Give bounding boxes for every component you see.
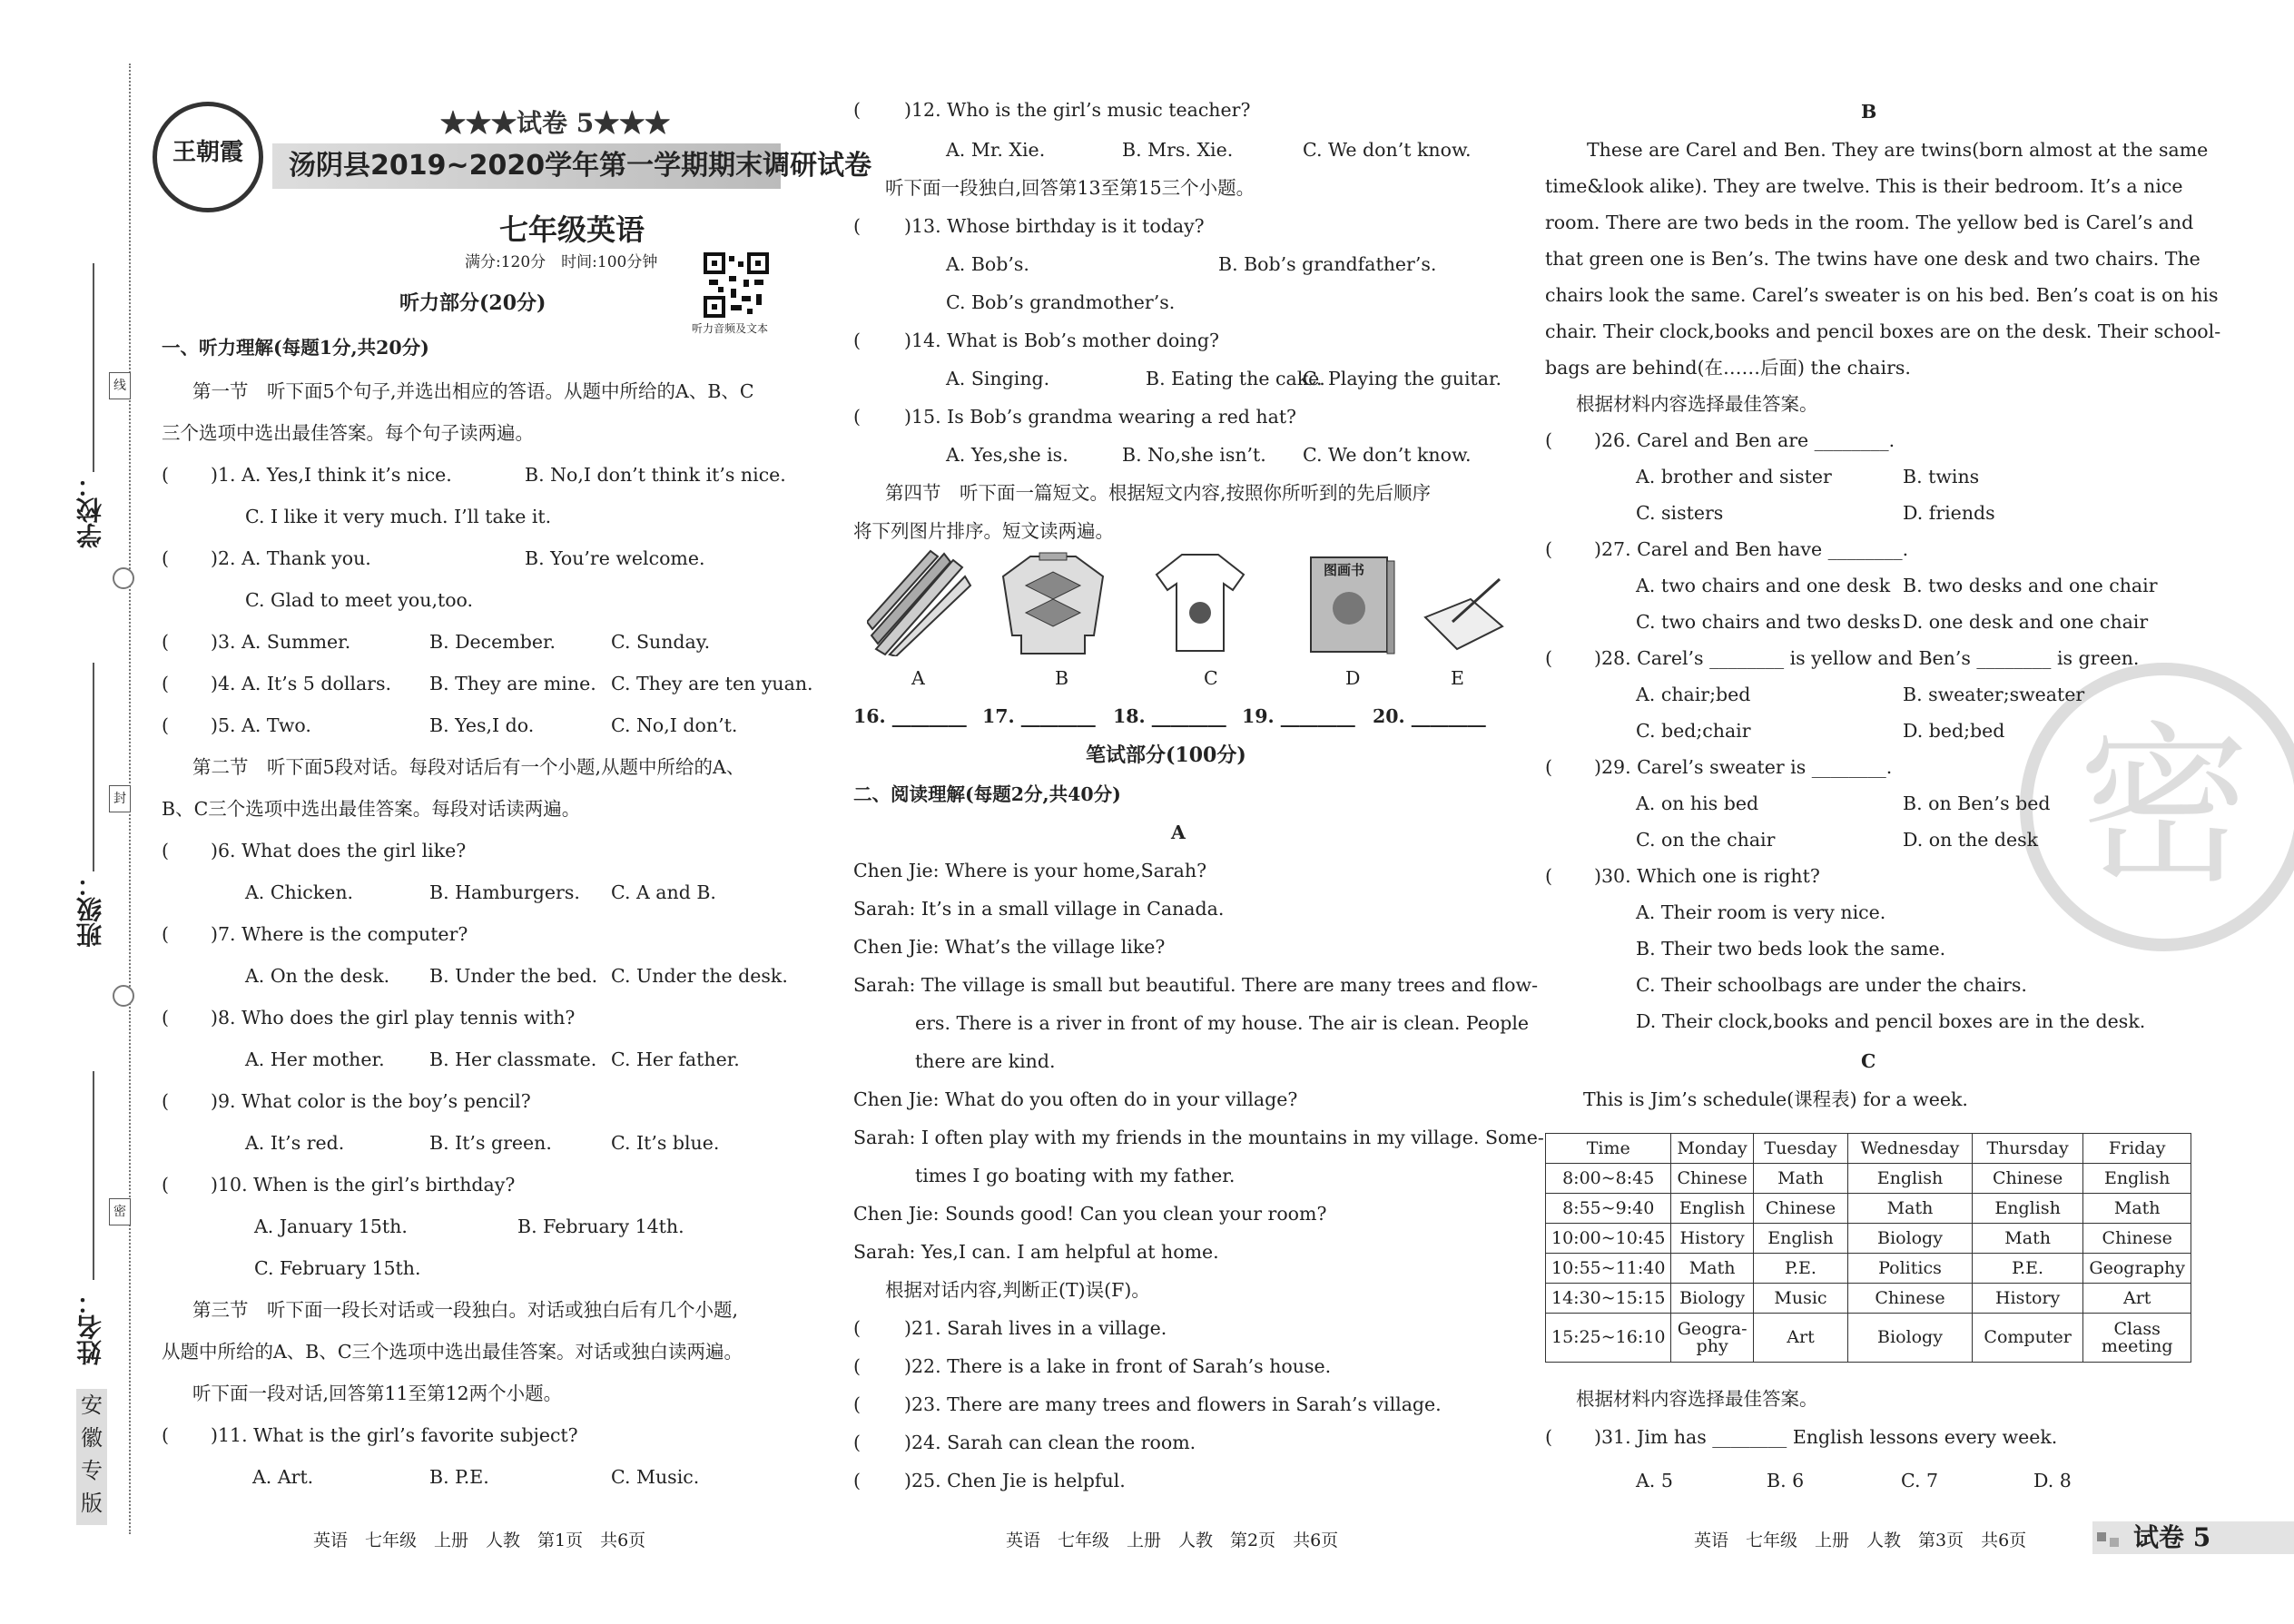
schedule-intro: This is Jim’s schedule(课程表) for a week. bbox=[1583, 1088, 1968, 1110]
dialogue-line: ers. There is a river in front of my house. The air is clean. People bbox=[915, 1012, 1530, 1034]
paper-tag: 试卷 5 bbox=[2133, 1522, 2211, 1552]
table-cell: English bbox=[1848, 1164, 1973, 1194]
picture-label-b: B bbox=[1055, 667, 1069, 689]
q22-stem: 22. There is a lake in front of Sarah’s house. bbox=[911, 1355, 1332, 1377]
passage-line: chair. Their clock,books and pencil boxes are on the desk. Their school- bbox=[1545, 320, 2221, 342]
answer-paren: ( bbox=[853, 1470, 861, 1491]
part2-title: 二、阅读理解(每题2分,共40分) bbox=[853, 783, 1121, 805]
answer-paren: ) bbox=[904, 1432, 911, 1453]
school-label: 学校： bbox=[75, 472, 105, 548]
q24-stem: 24. Sarah can clean the room. bbox=[911, 1432, 1196, 1453]
q31-stem: 31. Jim has ________ English lessons every week. bbox=[1601, 1426, 2058, 1448]
q4-option-a: 4. A. It’s 5 dollars. bbox=[218, 673, 391, 694]
exam-title: 汤阴县2019~2020学年第一学期期末调研试卷 bbox=[289, 150, 872, 182]
q31-option-b: B. 6 bbox=[1767, 1470, 1805, 1491]
binding-hole-icon bbox=[113, 985, 134, 1007]
q29-option-b: B. on Ben’s bed bbox=[1903, 792, 2051, 814]
answer-paren: ) bbox=[211, 673, 218, 694]
answer-paren: ( bbox=[162, 923, 169, 945]
answer-paren: ( bbox=[162, 464, 169, 486]
table-cell: 14:30~15:15 bbox=[1546, 1284, 1671, 1314]
answer-paren: ( bbox=[853, 215, 861, 237]
table-cell: Chinese bbox=[2083, 1224, 2191, 1254]
q11-option-c: C. Music. bbox=[611, 1466, 700, 1488]
answer-paren: ( bbox=[1545, 647, 1552, 669]
blank-19[interactable]: 19. ________ bbox=[1242, 705, 1355, 727]
table-cell: P.E. bbox=[1753, 1254, 1847, 1284]
answer-paren: ( bbox=[162, 1007, 169, 1029]
answer-paren: ( bbox=[1545, 865, 1552, 887]
q2-option-c: C. Glad to meet you,too. bbox=[245, 589, 474, 611]
table-cell: Art bbox=[1753, 1314, 1847, 1363]
q8-option-b: B. Her classmate. bbox=[429, 1048, 597, 1070]
answer-paren: ( bbox=[162, 714, 169, 736]
q31-option-d: D. 8 bbox=[2033, 1470, 2072, 1491]
picture-label-d: D bbox=[1345, 667, 1361, 689]
answer-paren: ( bbox=[853, 1355, 861, 1377]
q15-option-b: B. No,she isn’t. bbox=[1122, 444, 1266, 466]
answer-paren: ) bbox=[1594, 756, 1601, 778]
table-cell: Chinese bbox=[1753, 1194, 1847, 1224]
name-input-line[interactable] bbox=[93, 1071, 94, 1280]
name-label: 姓名： bbox=[75, 1289, 105, 1365]
table-cell: Math bbox=[1753, 1164, 1847, 1194]
seal-mark-line: 线 bbox=[109, 372, 131, 399]
table-cell: Math bbox=[1848, 1194, 1973, 1224]
q28-option-c: C. bed;chair bbox=[1636, 720, 1751, 742]
passage-a-heading: A bbox=[1171, 822, 1186, 843]
q8-option-c: C. Her father. bbox=[611, 1048, 740, 1070]
secret-stamp bbox=[2020, 663, 2294, 951]
q10-option-a: A. January 15th. bbox=[254, 1216, 408, 1237]
class-label: 班级： bbox=[75, 871, 105, 948]
notebook-picture bbox=[1416, 572, 1507, 654]
q1-option-c: C. I like it very much. I’ll take it. bbox=[245, 506, 552, 527]
q7-option-b: B. Under the bed. bbox=[429, 965, 598, 987]
passage-line: time&look alike). They are twelve. This is their bedroom. It’s a nice bbox=[1545, 175, 2183, 197]
q28-stem: 28. Carel’s ________ is yellow and Ben’s ________ is green. bbox=[1601, 647, 2140, 669]
table-cell: Geography bbox=[2083, 1254, 2191, 1284]
answer-paren: ) bbox=[904, 215, 911, 237]
q9-stem: 9. What color is the boy’s pencil? bbox=[218, 1090, 531, 1112]
q13-option-a: A. Bob’s. bbox=[946, 253, 1029, 275]
table-cell: Chinese bbox=[1671, 1164, 1753, 1194]
q5-option-b: B. Yes,I do. bbox=[429, 714, 535, 736]
q8-stem: 8. Who does the girl play tennis with? bbox=[218, 1007, 576, 1029]
q12-option-b: B. Mrs. Xie. bbox=[1122, 139, 1234, 161]
q7-option-c: C. Under the desk. bbox=[611, 965, 788, 987]
q28-option-b: B. sweater;sweater bbox=[1903, 684, 2085, 705]
q30-option-a: A. Their room is very nice. bbox=[1636, 901, 1886, 923]
q2-option-a: 2. A. Thank you. bbox=[218, 547, 371, 569]
q3-option-a: 3. A. Summer. bbox=[218, 631, 351, 653]
table-cell: Chinese bbox=[1848, 1284, 1973, 1314]
sec3-intro: 从题中所给的A、B、C三个选项中选出最佳答案。对话或独白读两遍。 bbox=[162, 1341, 743, 1363]
q31-option-a: A. 5 bbox=[1636, 1470, 1673, 1491]
q29-stem: 29. Carel’s sweater is ________. bbox=[1601, 756, 1893, 778]
dialogue-line: times I go boating with my father. bbox=[915, 1165, 1236, 1186]
answer-paren: ) bbox=[904, 1355, 911, 1377]
q1-option-b: B. No,I don’t think it’s nice. bbox=[525, 464, 786, 486]
table-cell: Politics bbox=[1848, 1254, 1973, 1284]
score-time: 满分:120分 时间:100分钟 bbox=[465, 253, 658, 271]
subject-title: 七年级英语 bbox=[499, 212, 645, 247]
passage-line: room. There are two beds in the room. The yellow bed is Carel’s and bbox=[1545, 212, 2194, 233]
answer-paren: ) bbox=[211, 1090, 218, 1112]
table-row bbox=[1546, 1284, 2191, 1314]
passage-c-heading: C bbox=[1861, 1050, 1876, 1072]
q8-option-a: A. Her mother. bbox=[245, 1048, 385, 1070]
q30-option-b: B. Their two beds look the same. bbox=[1636, 938, 1946, 960]
table-cell: Chinese bbox=[1972, 1164, 2083, 1194]
dialogue-line: there are kind. bbox=[915, 1050, 1056, 1072]
q26-option-b: B. twins bbox=[1903, 466, 1980, 487]
q29-option-c: C. on the chair bbox=[1636, 829, 1776, 851]
answer-paren: ( bbox=[1545, 1426, 1552, 1448]
q12-option-a: A. Mr. Xie. bbox=[946, 139, 1046, 161]
answer-paren: ( bbox=[853, 1393, 861, 1415]
school-input-line[interactable] bbox=[93, 263, 94, 472]
table-header: Wednesday bbox=[1848, 1134, 1973, 1164]
table-header: Monday bbox=[1671, 1134, 1753, 1164]
q5-option-a: 5. A. Two. bbox=[218, 714, 311, 736]
answer-paren: ) bbox=[211, 631, 218, 653]
q27-option-c: C. two chairs and two desks bbox=[1636, 611, 1901, 633]
q7-stem: 7. Where is the computer? bbox=[218, 923, 468, 945]
q3-option-b: B. December. bbox=[429, 631, 556, 653]
decor-square-icon bbox=[2097, 1532, 2106, 1541]
answer-paren: ) bbox=[211, 840, 218, 861]
q31-option-c: C. 7 bbox=[1901, 1470, 1939, 1491]
logo-text: 王朝霞 bbox=[172, 139, 243, 166]
passage-line: chairs look the same. Carel’s sweater is on his bed. Ben’s coat is on his bbox=[1545, 284, 2219, 306]
answer-paren: ) bbox=[211, 1007, 218, 1029]
q26-stem: 26. Carel and Ben are ________. bbox=[1601, 429, 1895, 451]
table-row bbox=[1546, 1254, 2191, 1284]
qr-code-icon bbox=[704, 252, 769, 318]
dialogue-line: Chen Jie: What’s the village like? bbox=[853, 936, 1166, 958]
schedule-table bbox=[1545, 1133, 2191, 1363]
sec3-intro: 第三节 听下面一段长对话或一段独白。对话或独白后有几个小题, bbox=[192, 1299, 739, 1321]
answer-paren: ) bbox=[211, 1174, 218, 1196]
page-footer: 英语 七年级 上册 人教 第3页 共6页 bbox=[1694, 1530, 2027, 1550]
q13-option-b: B. Bob’s grandfather’s. bbox=[1218, 253, 1437, 275]
answer-paren: ) bbox=[904, 1393, 911, 1415]
paper-number: ★★★试卷 5★★★ bbox=[440, 108, 671, 138]
answer-paren: ) bbox=[211, 1424, 218, 1446]
q26-option-c: C. sisters bbox=[1636, 502, 1724, 524]
q10-stem: 10. When is the girl’s birthday? bbox=[218, 1174, 516, 1196]
sec4-intro: 将下列图片排序。短文读两遍。 bbox=[853, 520, 1114, 542]
table-row bbox=[1546, 1194, 2191, 1224]
q11-option-b: B. P.E. bbox=[429, 1466, 489, 1488]
q10-option-b: B. February 14th. bbox=[517, 1216, 684, 1237]
tshirt-picture bbox=[1155, 549, 1245, 656]
passage-line: that green one is Ben’s. The twins have one desk and two chairs. The bbox=[1545, 248, 2200, 270]
q23-stem: 23. There are many trees and flowers in Sarah’s village. bbox=[911, 1393, 1442, 1415]
q27-option-a: A. two chairs and one desk bbox=[1636, 575, 1891, 596]
q2-option-b: B. You’re welcome. bbox=[525, 547, 705, 569]
page-footer: 英语 七年级 上册 人教 第2页 共6页 bbox=[1006, 1530, 1339, 1550]
q12-stem: 12. Who is the girl’s music teacher? bbox=[911, 99, 1251, 121]
q7-option-a: A. On the desk. bbox=[245, 965, 390, 987]
logo-emblem bbox=[153, 102, 263, 212]
sec1-intro: 第一节 听下面5个句子,并选出相应的答语。从题中所给的A、B、C bbox=[192, 380, 754, 402]
answer-paren: ( bbox=[853, 1317, 861, 1339]
binding-hole-icon bbox=[113, 567, 134, 589]
written-title: 笔试部分(100分) bbox=[1086, 743, 1246, 767]
q26-option-a: A. brother and sister bbox=[1636, 466, 1832, 487]
q10-option-c: C. February 15th. bbox=[254, 1257, 421, 1279]
q9-option-c: C. It’s blue. bbox=[611, 1132, 720, 1154]
q6-option-a: A. Chicken. bbox=[245, 881, 354, 903]
table-header: Tuesday bbox=[1753, 1134, 1847, 1164]
dialogue-line: Sarah: Yes,I can. I am helpful at home. bbox=[853, 1241, 1219, 1263]
picture-label-c: C bbox=[1204, 667, 1218, 689]
passage-b-heading: B bbox=[1861, 101, 1877, 123]
answer-paren: ( bbox=[162, 840, 169, 861]
table-cell: English bbox=[1753, 1224, 1847, 1254]
answer-paren: ) bbox=[1594, 1426, 1601, 1448]
picture-label-e: E bbox=[1451, 667, 1464, 689]
q3-option-c: C. Sunday. bbox=[611, 631, 711, 653]
answer-paren: ) bbox=[1594, 429, 1601, 451]
dialogue-line: Chen Jie: Sounds good! Can you clean your room? bbox=[853, 1203, 1327, 1225]
q5-option-c: C. No,I don’t. bbox=[611, 714, 738, 736]
qr-caption: 听力音频及文本 bbox=[692, 322, 769, 335]
table-cell: 10:55~11:40 bbox=[1546, 1254, 1671, 1284]
table-cell: 8:55~9:40 bbox=[1546, 1194, 1671, 1224]
table-cell: Class meeting bbox=[2083, 1314, 2191, 1363]
answer-paren: ( bbox=[162, 1424, 169, 1446]
q28-option-a: A. chair;bed bbox=[1636, 684, 1751, 705]
sweater-picture bbox=[999, 549, 1108, 656]
table-cell: 15:25~16:10 bbox=[1546, 1314, 1671, 1363]
sec4-intro: 第四节 听下面一篇短文。根据短文内容,按照你所听到的先后顺序 bbox=[885, 482, 1432, 504]
table-header: Thursday bbox=[1972, 1134, 2083, 1164]
q29-option-a: A. on his bed bbox=[1636, 792, 1759, 814]
table-cell: 10:00~10:45 bbox=[1546, 1224, 1671, 1254]
q6-option-b: B. Hamburgers. bbox=[429, 881, 580, 903]
decor-square-icon bbox=[2110, 1538, 2119, 1547]
table-cell: Biology bbox=[1848, 1314, 1973, 1363]
table-cell: Math bbox=[2083, 1194, 2191, 1224]
sec1-intro: 三个选项中选出最佳答案。每个句子读两遍。 bbox=[162, 422, 534, 444]
seal-mark-seal: 封 bbox=[109, 785, 131, 812]
q6-stem: 6. What does the girl like? bbox=[218, 840, 467, 861]
q13-option-c: C. Bob’s grandmother’s. bbox=[946, 291, 1176, 313]
table-cell: English bbox=[1671, 1194, 1753, 1224]
q9-option-b: B. It’s green. bbox=[429, 1132, 552, 1154]
q14-option-a: A. Singing. bbox=[946, 368, 1050, 389]
q13-stem: 13. Whose birthday is it today? bbox=[911, 215, 1205, 237]
table-row bbox=[1546, 1164, 2191, 1194]
table-cell: Computer bbox=[1972, 1314, 2083, 1363]
q15-option-c: C. We don’t know. bbox=[1303, 444, 1472, 466]
dialogue-line: Sarah: I often play with my friends in the mountains in my village. Some- bbox=[853, 1127, 1544, 1148]
table-cell: Biology bbox=[1848, 1224, 1973, 1254]
blank-16[interactable]: 16. ________ bbox=[853, 705, 967, 727]
answer-paren: ( bbox=[162, 673, 169, 694]
dialogue-line: Chen Jie: Where is your home,Sarah? bbox=[853, 860, 1207, 881]
seal-mark-secret: 密 bbox=[109, 1198, 131, 1225]
q4-option-b: B. They are mine. bbox=[429, 673, 596, 694]
stamp-text: 密 bbox=[2077, 706, 2250, 907]
table-cell: Geogra-phy bbox=[1671, 1314, 1753, 1363]
table-cell: Art bbox=[2083, 1284, 2191, 1314]
q27-option-d: D. one desk and one chair bbox=[1903, 611, 2149, 633]
answer-paren: ( bbox=[162, 1174, 169, 1196]
q29-option-d: D. on the desk bbox=[1903, 829, 2039, 851]
answer-paren: ) bbox=[1594, 647, 1601, 669]
table-cell: 8:00~8:45 bbox=[1546, 1164, 1671, 1194]
table-row bbox=[1546, 1224, 2191, 1254]
passage-line: These are Carel and Ben. They are twins(born almost at the same bbox=[1587, 139, 2209, 161]
q12-option-c: C. We don’t know. bbox=[1303, 139, 1472, 161]
sec3-intro: 听下面一段对话,回答第11至第12两个小题。 bbox=[192, 1383, 563, 1404]
q1-option-a: 1. A. Yes,I think it’s nice. bbox=[218, 464, 452, 486]
table-cell: Music bbox=[1753, 1284, 1847, 1314]
answer-paren: ) bbox=[904, 406, 911, 428]
answer-paren: ) bbox=[1594, 538, 1601, 560]
blank-18[interactable]: 18. ________ bbox=[1113, 705, 1226, 727]
q4-option-c: C. They are ten yuan. bbox=[611, 673, 813, 694]
table-header: Time bbox=[1546, 1134, 1671, 1164]
answer-paren: ) bbox=[211, 547, 218, 569]
q9-option-a: A. It’s red. bbox=[245, 1132, 345, 1154]
q11-stem: 11. What is the girl’s favorite subject? bbox=[218, 1424, 578, 1446]
passage-line: bags are behind(在……后面) the chairs. bbox=[1545, 357, 1911, 379]
sec2-intro: 第二节 听下面5段对话。每段对话后有一个小题,从题中所给的A、 bbox=[192, 756, 745, 778]
table-row bbox=[1546, 1314, 2191, 1363]
pencils-picture bbox=[867, 549, 976, 656]
q11-option-a: A. Art. bbox=[252, 1466, 314, 1488]
q15-option-a: A. Yes,she is. bbox=[946, 444, 1068, 466]
sec2-intro: B、C三个选项中选出最佳答案。每段对话读两遍。 bbox=[162, 798, 581, 820]
dialogue-line: Sarah: The village is small but beautiful. There are many trees and flow- bbox=[853, 974, 1538, 996]
q30-stem: 30. Which one is right? bbox=[1601, 865, 1820, 887]
answer-paren: ( bbox=[162, 547, 169, 569]
table-header: Friday bbox=[2083, 1134, 2191, 1164]
table-cell: History bbox=[1972, 1284, 2083, 1314]
table-cell: English bbox=[2083, 1164, 2191, 1194]
tf-intro: 根据对话内容,判断正(T)误(F)。 bbox=[885, 1279, 1150, 1301]
q30-option-d: D. Their clock,books and pencil boxes are in the desk. bbox=[1636, 1010, 2146, 1032]
answer-paren: ) bbox=[1594, 865, 1601, 887]
answer-paren: ( bbox=[1545, 429, 1552, 451]
class-input-line[interactable] bbox=[93, 663, 94, 871]
table-cell: P.E. bbox=[1972, 1254, 2083, 1284]
q27-stem: 27. Carel and Ben have ________. bbox=[1601, 538, 1909, 560]
answer-paren: ) bbox=[904, 99, 911, 121]
book-label: 图画书 bbox=[1324, 562, 1365, 578]
table-header-row bbox=[1546, 1134, 2191, 1164]
edition-badge: 安徽专版 bbox=[76, 1389, 107, 1525]
blank-17[interactable]: 17. ________ bbox=[982, 705, 1096, 727]
answer-paren: ) bbox=[211, 714, 218, 736]
answer-paren: ( bbox=[853, 330, 861, 351]
answer-paren: ) bbox=[211, 923, 218, 945]
picture-label-a: A bbox=[911, 667, 925, 689]
answer-paren: ( bbox=[162, 631, 169, 653]
answer-paren: ) bbox=[211, 464, 218, 486]
dialogue-line: Sarah: It’s in a small village in Canada. bbox=[853, 898, 1225, 920]
page-footer: 英语 七年级 上册 人教 第1页 共6页 bbox=[313, 1530, 646, 1550]
q14-stem: 14. What is Bob’s mother doing? bbox=[911, 330, 1220, 351]
q30-option-c: C. Their schoolbags are under the chairs. bbox=[1636, 974, 2027, 996]
q21-stem: 21. Sarah lives in a village. bbox=[911, 1317, 1167, 1339]
table-cell: English bbox=[1972, 1194, 2083, 1224]
picture-book-picture bbox=[1307, 554, 1398, 657]
blank-20[interactable]: 20. ________ bbox=[1373, 705, 1486, 727]
monologue-intro: 听下面一段独白,回答第13至第15三个小题。 bbox=[885, 177, 1255, 199]
choose-intro: 根据材料内容选择最佳答案。 bbox=[1576, 393, 1818, 415]
q28-option-d: D. bed;bed bbox=[1903, 720, 2005, 742]
answer-paren: ( bbox=[853, 1432, 861, 1453]
answer-paren: ) bbox=[904, 1317, 911, 1339]
table-cell: Biology bbox=[1671, 1284, 1753, 1314]
q26-option-d: D. friends bbox=[1903, 502, 1995, 524]
answer-paren: ( bbox=[853, 406, 861, 428]
q14-option-b: B. Eating the cake. bbox=[1146, 368, 1325, 389]
q6-option-c: C. A and B. bbox=[611, 881, 716, 903]
answer-paren: ( bbox=[162, 1090, 169, 1112]
choose-intro: 根据材料内容选择最佳答案。 bbox=[1576, 1388, 1818, 1410]
answer-paren: ( bbox=[853, 99, 861, 121]
answer-paren: ) bbox=[904, 1470, 911, 1491]
dialogue-line: Chen Jie: What do you often do in your village? bbox=[853, 1088, 1298, 1110]
answer-paren: ( bbox=[1545, 538, 1552, 560]
table-cell: Math bbox=[1671, 1254, 1753, 1284]
table-cell: History bbox=[1671, 1224, 1753, 1254]
q14-option-c: C. Playing the guitar. bbox=[1303, 368, 1502, 389]
answer-paren: ) bbox=[904, 330, 911, 351]
table-cell: Math bbox=[1972, 1224, 2083, 1254]
answer-paren: ( bbox=[1545, 756, 1552, 778]
q25-stem: 25. Chen Jie is helpful. bbox=[911, 1470, 1126, 1491]
q15-stem: 15. Is Bob’s grandma wearing a red hat? bbox=[911, 406, 1297, 428]
q27-option-b: B. two desks and one chair bbox=[1903, 575, 2158, 596]
part1-title: 一、听力理解(每题1分,共20分) bbox=[162, 337, 429, 359]
listening-title: 听力部分(20分) bbox=[399, 291, 546, 315]
